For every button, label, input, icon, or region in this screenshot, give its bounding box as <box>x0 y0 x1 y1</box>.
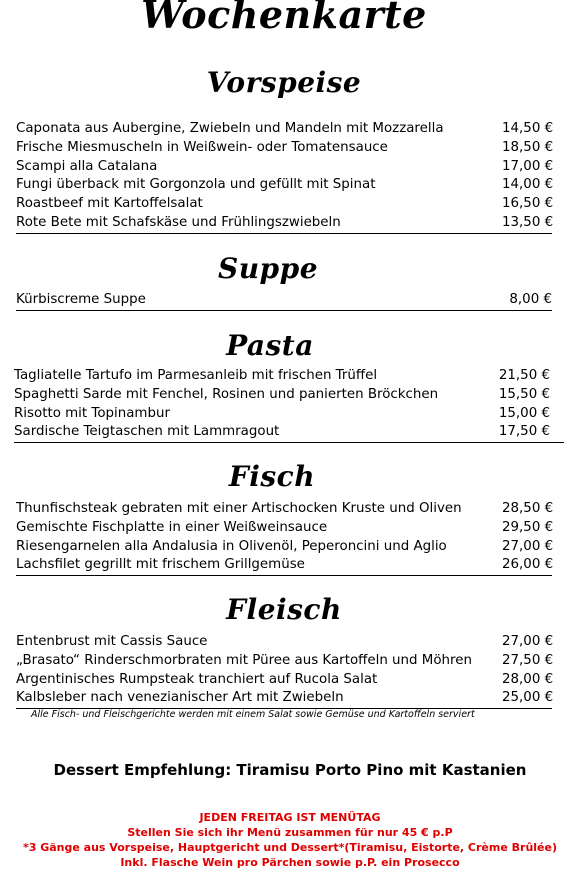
item-price: 26,00 € <box>502 557 554 573</box>
item-price: 28,00 € <box>502 671 554 687</box>
promo-line: Inkl. Flasche Wein pro Pärchen sowie p.P. ein Prosecco <box>120 856 460 869</box>
promo-line: *3 Gänge aus Vorspeise, Hauptgericht und Dessert*(Tiramisu, Eistorte, Crème Brûlée) <box>22 841 558 854</box>
item-price: 25,00 € <box>502 690 554 706</box>
item-price: 16,50 € <box>502 196 554 212</box>
item-price: 13,50 € <box>502 214 554 230</box>
menu-item <box>16 158 552 177</box>
section-pasta <box>14 367 564 443</box>
section-fisch <box>16 500 552 576</box>
menu-item <box>16 195 552 214</box>
promo-headline: JEDEN FREITAG IST MENÜTAG <box>199 811 381 824</box>
section-title-vorspeise: Vorspeise <box>206 66 362 99</box>
item-price: 18,50 € <box>502 139 554 155</box>
menu-item <box>16 538 552 557</box>
section-title-fleisch: Fleisch <box>226 593 342 626</box>
item-name: „Brasato“ Rinderschmorbraten mit Püree aus Kartoffeln und Möhren <box>16 652 472 668</box>
item-name: Riesengarnelen alla Andalusia in Olivenöl, Peperoncini und Aglio <box>16 538 447 554</box>
item-price: 28,50 € <box>502 501 554 516</box>
menu-item <box>16 291 552 311</box>
menu-item <box>16 652 552 671</box>
item-price: 27,00 € <box>502 634 554 649</box>
item-price: 14,50 € <box>502 121 554 136</box>
item-price: 15,50 € <box>498 386 550 402</box>
menu-item <box>16 671 552 690</box>
menu-title: Wochenkarte <box>141 0 427 37</box>
item-name: Argentinisches Rumpsteak tranchiert auf Rucola Salat <box>16 671 378 687</box>
item-name: Kürbiscreme Suppe <box>16 292 146 307</box>
item-price: 27,50 € <box>502 652 554 668</box>
menu-item <box>16 139 552 158</box>
menu-item <box>14 386 564 405</box>
item-price: 8,00 € <box>509 292 552 307</box>
section-fleisch <box>16 633 552 709</box>
item-price: 17,00 € <box>502 158 554 174</box>
item-price: 17,50 € <box>498 424 550 440</box>
section-suppe <box>16 291 552 311</box>
item-name: Risotto mit Topinambur <box>14 405 170 421</box>
item-price: 14,00 € <box>502 177 554 193</box>
promo-line: Stellen Sie sich ihr Menü zusammen für nur 45 € p.P <box>127 826 453 839</box>
menu-item <box>14 405 564 424</box>
item-name: Kalbsleber nach venezianischer Art mit Zwiebeln <box>16 690 344 706</box>
menu-item <box>16 633 552 652</box>
item-name: Sardische Teigtaschen mit Lammragout <box>14 424 280 440</box>
item-price: 29,50 € <box>502 519 554 535</box>
item-name: Caponata aus Aubergine, Zwiebeln und Mandeln mit Mozzarella <box>16 121 444 136</box>
item-name: Entenbrust mit Cassis Sauce <box>16 634 208 649</box>
menu-item <box>16 689 552 709</box>
menu-item <box>16 500 552 519</box>
menu-item <box>14 367 564 386</box>
menu-item <box>16 556 552 576</box>
item-name: Spaghetti Sarde mit Fenchel, Rosinen und panierten Bröckchen <box>14 386 439 402</box>
menu-item <box>16 519 552 538</box>
item-name: Fungi überback mit Gorgonzola und gefüllt mit Spinat <box>16 177 376 193</box>
section-title-fisch: Fisch <box>228 460 316 493</box>
serving-note: Alle Fisch- und Fleischgerichte werden mit einem Salat sowie Gemüse und Kartoffeln serviert <box>31 709 475 720</box>
dessert-recommendation: Dessert Empfehlung: Tiramisu Porto Pino mit Kastanien <box>53 761 527 779</box>
menu-item <box>16 120 552 139</box>
item-name: Thunfischsteak gebraten mit einer Artischocken Kruste und Oliven <box>16 501 462 516</box>
item-price: 15,00 € <box>498 405 550 421</box>
menu-item <box>16 214 552 234</box>
section-title-pasta: Pasta <box>226 329 314 362</box>
item-name: Scampi alla Catalana <box>16 158 158 174</box>
item-name: Gemischte Fischplatte in einer Weißweinsauce <box>16 519 328 535</box>
item-price: 27,00 € <box>502 538 554 554</box>
item-name: Tagliatelle Tartufo im Parmesanleib mit frischen Trüffel <box>14 368 378 383</box>
item-name: Rote Bete mit Schafskäse und Frühlingszwiebeln <box>16 214 341 230</box>
item-name: Roastbeef mit Kartoffelsalat <box>16 196 203 212</box>
item-name: Frische Miesmuscheln in Weißwein- oder Tomatensauce <box>16 139 388 155</box>
item-price: 21,50 € <box>498 368 550 383</box>
menu-item <box>16 176 552 195</box>
section-title-suppe: Suppe <box>217 252 319 285</box>
section-vorspeise <box>16 120 552 234</box>
item-name: Lachsfilet gegrillt mit frischem Grillgemüse <box>16 557 305 573</box>
menu-item <box>14 423 564 443</box>
